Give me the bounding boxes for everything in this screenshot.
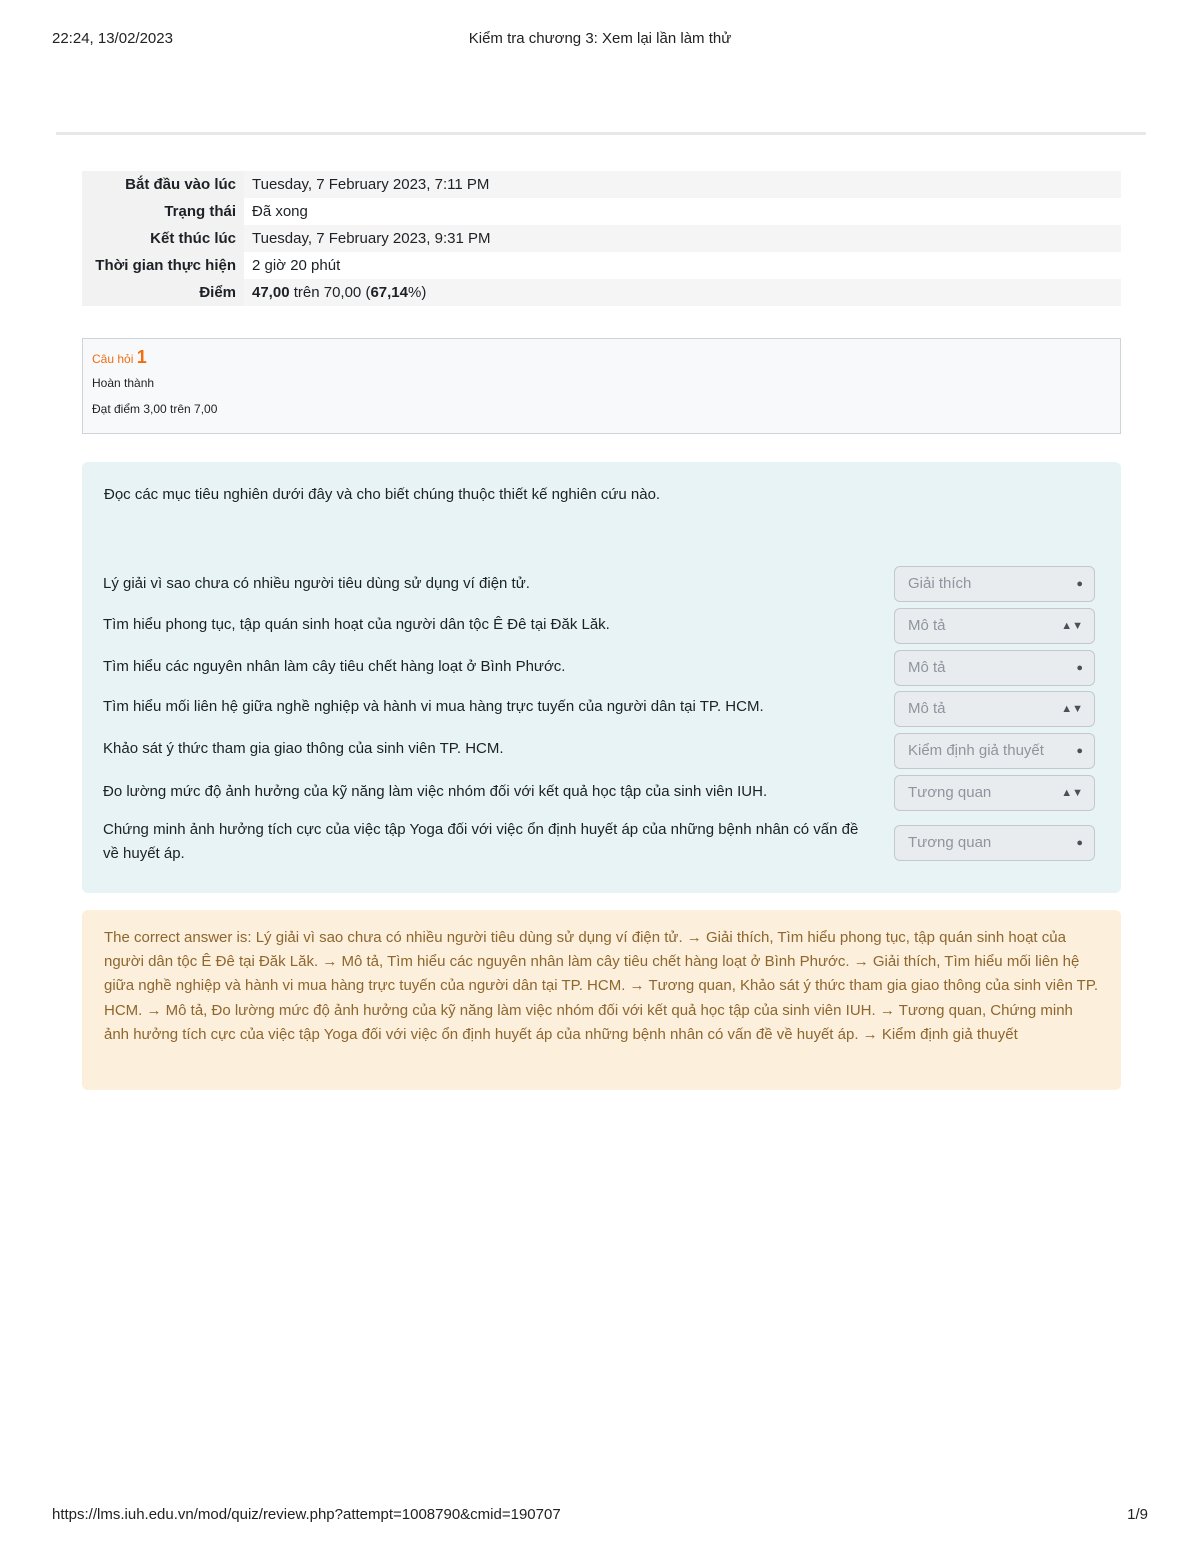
summary-row-grade [82, 279, 1121, 306]
summary-value: Tuesday, 7 February 2023, 7:11 PM [252, 176, 490, 193]
select-dot-icon: ● [1076, 745, 1083, 757]
grade-percent: 67,14 [370, 284, 408, 301]
summary-label: Thời gian thực hiện [82, 252, 244, 279]
question-state: Hoàn thành [92, 376, 155, 390]
grade-suffix: %) [407, 284, 427, 301]
question-number-value: 1 [136, 347, 147, 367]
answer-select-value: Mô tả [908, 659, 946, 676]
select-dot-icon: ● [1076, 662, 1083, 674]
answer-select[interactable] [894, 775, 1095, 811]
match-stem: Tìm hiểu phong tục, tập quán sinh hoạt của người dân tộc Ê Đê tại Đăk Lăk. [103, 616, 610, 633]
question-formulation [82, 462, 1121, 893]
match-stem: Lý giải vì sao chưa có nhiều người tiêu dùng sử dụng ví điện tử. [103, 575, 530, 592]
answer-select-value: Tương quan [908, 834, 992, 851]
answer-select[interactable] [894, 608, 1095, 644]
summary-row [82, 252, 1121, 279]
answer-select-value: Giải thích [908, 575, 972, 592]
page-number: 1/9 [1127, 1506, 1148, 1523]
match-stem: Đo lường mức độ ảnh hưởng của kỹ năng làm việc nhóm đối với kết quả học tập của sinh viên IUH. [103, 783, 768, 800]
summary-label: Trạng thái [82, 198, 244, 225]
select-dot-icon: ● [1076, 837, 1083, 849]
print-header [52, 30, 1148, 50]
summary-value: Tuesday, 7 February 2023, 9:31 PM [252, 230, 491, 247]
answer-select[interactable] [894, 650, 1095, 686]
answer-select[interactable] [894, 825, 1095, 861]
summary-value: Đã xong [252, 203, 308, 220]
question-text: Đọc các mục tiêu nghiên dưới đây và cho biết chúng thuộc thiết kế nghiên cứu nào. [104, 486, 661, 503]
summary-label: Kết thúc lúc [82, 225, 244, 252]
select-updown-icon: ▲▼ [1061, 620, 1083, 632]
grade-score: 47,00 [252, 284, 290, 301]
select-updown-icon: ▲▼ [1061, 787, 1083, 799]
right-answer-feedback: The correct answer is: Lý giải vì sao chưa có nhiều người tiêu dùng sử dụng ví điện tử. → Giải thích, Tìm hiểu phong tục, tập quán sinh hoạt của người dân tộc Ê Đê tại Đăk Lăk. → Mô tả, Tìm hiểu các nguyên nhân làm cây tiêu chết hàng loạt ở Bình Phước. → Giải thích, Tìm hiểu mối liên hệ giữa nghề nghiệp và hành vi mua hàng trực tuyến của người dân tại TP. HCM. → Tương quan, Khảo sát ý thức tham gia giao thông của sinh viên TP. HCM. → Mô tả, Đo lường mức độ ảnh hưởng của kỹ năng làm việc nhóm đối với kết quả học tập của sinh viên IUH. → Tương quan, Chứng minh ảnh hưởng tích cực của việc tập Yoga đối với việc ổn định huyết áp của những bệnh nhân có vấn đề về huyết áp. → Kiểm định giả thuyết [82, 910, 1121, 1090]
grade-value [244, 279, 1121, 306]
answer-select-value: Tương quan [908, 784, 992, 801]
answer-select[interactable] [894, 566, 1095, 602]
answer-select[interactable] [894, 733, 1095, 769]
question-prefix: Câu hỏi [92, 352, 134, 366]
match-stem: Tìm hiểu mối liên hệ giữa nghề nghiệp và hành vi mua hàng trực tuyến của người dân tại TP. HCM. [103, 698, 764, 715]
print-timestamp: 22:24, 13/02/2023 [52, 30, 173, 47]
summary-value: 2 giờ 20 phút [252, 257, 341, 274]
summary-label: Bắt đầu vào lúc [82, 171, 244, 198]
question-info-box [82, 338, 1121, 434]
answer-select[interactable] [894, 691, 1095, 727]
match-stem: Chứng minh ảnh hưởng tích cực của việc tập Yoga đối với việc ổn định huyết áp của những bệnh nhân có vấn đề về huyết áp. [103, 821, 859, 862]
grade-between: trên 70,00 ( [293, 284, 371, 301]
question-grade: Đạt điểm 3,00 trên 7,00 [92, 402, 218, 416]
match-stem: Tìm hiểu các nguyên nhân làm cây tiêu chết hàng loạt ở Bình Phước. [103, 658, 566, 675]
answer-select-value: Mô tả [908, 617, 946, 634]
summary-row [82, 171, 1121, 198]
page-title: Kiểm tra chương 3: Xem lại lần làm thử [468, 30, 732, 47]
match-stem: Khảo sát ý thức tham gia giao thông của sinh viên TP. HCM. [103, 740, 504, 757]
answer-select-value: Kiểm định giả thuyết [908, 742, 1044, 759]
grade-label: Điểm [82, 279, 244, 306]
print-footer [52, 1506, 1148, 1526]
answer-select-value: Mô tả [908, 700, 946, 717]
summary-row [82, 225, 1121, 252]
summary-row [82, 198, 1121, 225]
attempt-summary-table [82, 171, 1121, 306]
question-number [92, 347, 1111, 368]
header-divider [56, 132, 1146, 135]
page-url: https://lms.iuh.edu.vn/mod/quiz/review.php?attempt=1008790&cmid=190707 [52, 1506, 561, 1523]
select-updown-icon: ▲▼ [1061, 703, 1083, 715]
select-dot-icon: ● [1076, 578, 1083, 590]
